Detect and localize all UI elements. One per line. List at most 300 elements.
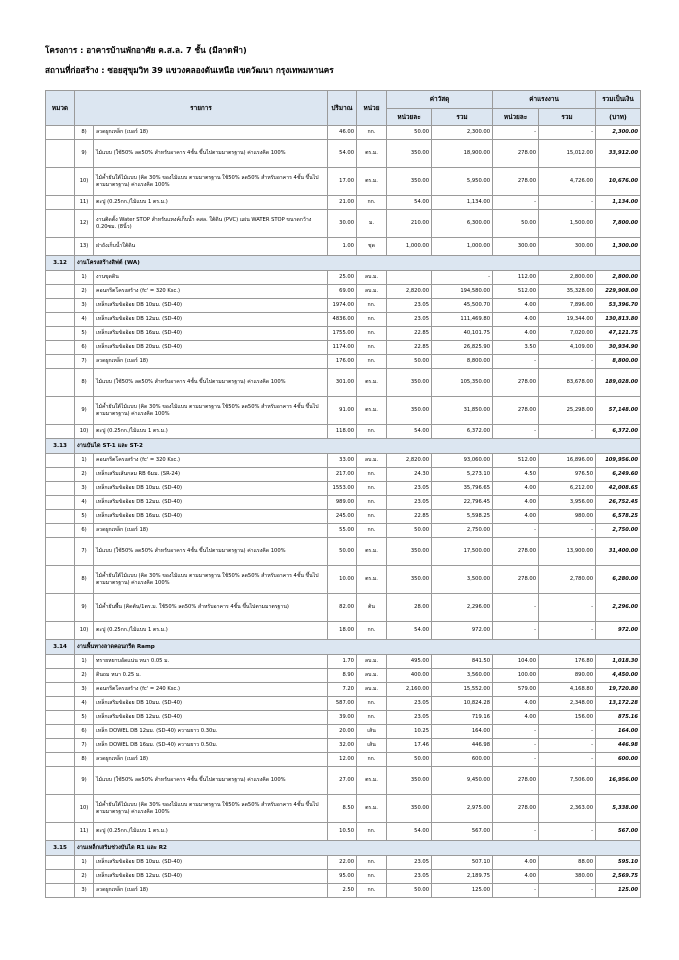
section-title: งานพื้นทางลาดคอนกรีต Ramp [75,640,641,655]
table-row [46,538,641,566]
unit: ลบ.ม. [357,454,387,468]
quantity: 46.00 [328,126,357,140]
section-row [46,640,641,655]
material-sum: 164.00 [432,725,493,739]
row-total: 33,912.00 [596,140,641,168]
project-title: โครงการ : อาคารบ้านพักอาศัย ค.ส.ล. 7 ชั้น (มีลาดฟ้า) [45,45,247,55]
quantity: 25.00 [328,271,357,285]
labor-unit-price: 278.00 [493,795,539,823]
section-cell [46,795,75,823]
item-number: 9) [75,594,94,622]
table-row [46,425,641,439]
unit: ตร.ม. [357,140,387,168]
quantity: 18.00 [328,622,357,640]
row-total: 6,249.60 [596,468,641,482]
material-sum: 5,598.25 [432,510,493,524]
labor-sum: 1,500.00 [539,210,596,238]
table-row [46,327,641,341]
item-number: 2) [75,468,94,482]
labor-sum: 35,328.00 [539,285,596,299]
material-sum: 35,796.65 [432,482,493,496]
material-sum: 6,300.00 [432,210,493,238]
table-row [46,711,641,725]
quantity: 82.00 [328,594,357,622]
item-description: ลวดผูกเหล็ก (เบอร์ 18) [94,884,328,898]
material-unit-price: 350.00 [387,767,432,795]
item-description: คอนกรีตโครงสร้าง (fc' = 240 Ksc.) [94,683,328,697]
item-number: 11) [75,823,94,841]
row-total: 7,800.00 [596,210,641,238]
item-description: ไม้ค้ำยันใต้ไม้แบบ (คิด 30% ของไม้แบบ ตามมาตรฐาน ใช้50% ลด50% สำหรับอาคาร 4ชั้น ขึ้นไปตามมาตรฐาน) ค่าแรงคิด 100% [94,566,328,594]
quantity: 245.00 [328,510,357,524]
item-description: เหล็กเสริมเส้นกลม RB 6มม. (SR-24) [94,468,328,482]
labor-unit-price: 4.00 [493,299,539,313]
item-description: ไม้ค้ำยันใต้ไม้แบบ (คิด 30% ของไม้แบบ ตามมาตรฐาน ใช้50% ลด50% สำหรับอาคาร 4ชั้น ขึ้นไปตามมาตรฐาน) ค่าแรงคิด 100% [94,795,328,823]
row-total: 125.00 [596,884,641,898]
item-number: 9) [75,767,94,795]
item-description: เหล็ก DOWEL DB 16มม. (SD-40) ความยาว 0.50ม. [94,739,328,753]
table-row [46,697,641,711]
labor-unit-price: 100.00 [493,669,539,683]
table-row [46,669,641,683]
material-unit-price: 350.00 [387,369,432,397]
labor-sum: - [539,739,596,753]
item-description: เหล็กเสริมข้ออ้อย DB 12มม. (SD-40) [94,711,328,725]
item-description: ดินถม หนา 0.25 ม. [94,669,328,683]
row-total: 972.00 [596,622,641,640]
row-total: 6,280.00 [596,566,641,594]
material-sum: 1,000.00 [432,238,493,256]
section-cell [46,496,75,510]
section-cell [46,711,75,725]
material-unit-price: 23.05 [387,856,432,870]
table-row [46,524,641,538]
row-total: 6,578.25 [596,510,641,524]
labor-unit-price: 512.00 [493,454,539,468]
labor-sum: 4,109.00 [539,341,596,355]
quantity: 7.20 [328,683,357,697]
labor-unit-price: 4.00 [493,482,539,496]
unit: เส้น [357,739,387,753]
labor-unit-price: - [493,126,539,140]
labor-unit-price: 579.00 [493,683,539,697]
labor-sum: - [539,126,596,140]
item-description: งานขุดดิน [94,271,328,285]
quantity: 4836.00 [328,313,357,327]
row-total: 229,908.00 [596,285,641,299]
unit: กก. [357,884,387,898]
item-number: 8) [75,566,94,594]
material-sum: 10,824.28 [432,697,493,711]
labor-sum: 980.00 [539,510,596,524]
table-row [46,397,641,425]
item-number: 4) [75,313,94,327]
labor-unit-price: 104.00 [493,655,539,669]
material-sum: 719.16 [432,711,493,725]
material-unit-price: 2,820.00 [387,285,432,299]
item-description: ไม้แบบ (ใช้50% ลด50% สำหรับอาคาร 4ชั้น ขึ้นไปตามมาตรฐาน) ค่าแรงคิด 100% [94,369,328,397]
row-total: 6,372.00 [596,425,641,439]
labor-sum: - [539,355,596,369]
material-unit-price: 54.00 [387,196,432,210]
quantity: 21.00 [328,196,357,210]
material-unit-price: 54.00 [387,823,432,841]
row-total: 130,813.80 [596,313,641,327]
labor-sum: 13,900.00 [539,538,596,566]
unit: กก. [357,196,387,210]
quantity: 32.00 [328,739,357,753]
table-row [46,823,641,841]
row-total: 5,338.00 [596,795,641,823]
material-unit-price: 23.05 [387,482,432,496]
labor-unit-price: 278.00 [493,566,539,594]
section-row [46,841,641,856]
unit: กก. [357,327,387,341]
labor-unit-price: 278.00 [493,168,539,196]
quantity: 1755.00 [328,327,357,341]
item-number: 3) [75,884,94,898]
material-sum: 2,296.00 [432,594,493,622]
material-sum: - [432,271,493,285]
labor-unit-price: - [493,725,539,739]
quantity: 176.00 [328,355,357,369]
item-description: เหล็กเสริมข้ออ้อย DB 12มม. (SD-40) [94,496,328,510]
material-unit-price: 350.00 [387,397,432,425]
item-number: 13) [75,238,94,256]
material-sum: 3,560.00 [432,669,493,683]
material-unit-price: 210.00 [387,210,432,238]
material-sum: 5,273.10 [432,468,493,482]
col-header-material-sum: รวม [432,109,493,126]
material-sum: 6,372.00 [432,425,493,439]
material-sum: 15,552.00 [432,683,493,697]
unit: กก. [357,510,387,524]
section-cell [46,767,75,795]
quantity: 69.00 [328,285,357,299]
quantity: 10.00 [328,566,357,594]
section-cell [46,683,75,697]
col-header-qty: ปริมาณ [328,91,357,126]
material-unit-price: 495.00 [387,655,432,669]
item-description: ตะปู (0.25กก./ไม้แบบ 1 ตร.ม.) [94,823,328,841]
labor-unit-price: - [493,739,539,753]
material-sum: 1,134.00 [432,196,493,210]
col-header-unit: หน่วย [357,91,387,126]
boq-body [46,126,641,898]
table-row [46,341,641,355]
unit: ตร.ม. [357,168,387,196]
unit: ตร.ม. [357,538,387,566]
item-number: 10) [75,795,94,823]
quantity: 8.90 [328,669,357,683]
labor-sum: 156.00 [539,711,596,725]
unit: ตร.ม. [357,795,387,823]
item-description: ตะปู (0.25กก./ไม้แบบ 1 ตร.ม.) [94,622,328,640]
material-unit-price: 23.05 [387,711,432,725]
unit: ลบ.ม. [357,669,387,683]
item-description: ฝาถังเก็บน้ำใต้ดิน [94,238,328,256]
labor-unit-price: 4.00 [493,856,539,870]
labor-sum: 19,344.00 [539,313,596,327]
labor-sum: 2,780.00 [539,566,596,594]
material-unit-price: 350.00 [387,566,432,594]
labor-sum: 176.80 [539,655,596,669]
labor-unit-price: 300.00 [493,238,539,256]
item-number: 7) [75,355,94,369]
section-cell [46,271,75,285]
unit: ตร.ม. [357,767,387,795]
item-description: ลวดผูกเหล็ก (เบอร์ 18) [94,355,328,369]
table-row [46,196,641,210]
material-sum: 2,750.00 [432,524,493,538]
row-total: 53,396.70 [596,299,641,313]
table-row [46,594,641,622]
labor-unit-price: - [493,594,539,622]
row-total: 2,750.00 [596,524,641,538]
section-cell [46,313,75,327]
unit: กก. [357,299,387,313]
item-number: 3) [75,683,94,697]
unit: กก. [357,870,387,884]
labor-sum: 4,168.80 [539,683,596,697]
item-description: ไม้แบบ (ใช้50% ลด50% สำหรับอาคาร 4ชั้น ขึ้นไปตามมาตรฐาน) ค่าแรงคิด 100% [94,538,328,566]
unit: กก. [357,468,387,482]
unit: ตร.ม. [357,397,387,425]
material-sum: 125.00 [432,884,493,898]
item-number: 1) [75,655,94,669]
unit: ม. [357,210,387,238]
table-row [46,210,641,238]
section-cell [46,510,75,524]
material-unit-price: 2,160.00 [387,683,432,697]
labor-sum: 7,896.00 [539,299,596,313]
col-header-total: รวมเป็นเงิน [596,91,641,109]
labor-sum: - [539,725,596,739]
row-total: 1,134.00 [596,196,641,210]
section-cell [46,753,75,767]
material-unit-price: 50.00 [387,753,432,767]
table-row [46,510,641,524]
section-cell [46,126,75,140]
material-unit-price: 23.05 [387,299,432,313]
table-row [46,355,641,369]
material-sum: 2,975.00 [432,795,493,823]
unit: ต้น [357,594,387,622]
labor-unit-price: - [493,196,539,210]
table-row [46,369,641,397]
labor-sum: 2,348.00 [539,697,596,711]
unit: กก. [357,482,387,496]
labor-sum: - [539,594,596,622]
labor-unit-price: 4.00 [493,327,539,341]
material-unit-price: 22.85 [387,510,432,524]
labor-sum: 300.00 [539,238,596,256]
material-sum: 194,580.00 [432,285,493,299]
row-total: 2,800.00 [596,271,641,285]
material-unit-price: 54.00 [387,622,432,640]
labor-sum: - [539,622,596,640]
quantity: 587.00 [328,697,357,711]
item-description: ลวดผูกเหล็ก (เบอร์ 18) [94,126,328,140]
section-cell [46,168,75,196]
item-number: 4) [75,496,94,510]
quantity: 50.00 [328,538,357,566]
item-number: 10) [75,622,94,640]
table-row [46,313,641,327]
material-sum: 26,825.90 [432,341,493,355]
section-cell [46,369,75,397]
table-row [46,299,641,313]
material-sum: 5,950.00 [432,168,493,196]
material-sum: 972.00 [432,622,493,640]
section-cell [46,739,75,753]
material-sum: 105,350.00 [432,369,493,397]
unit: กก. [357,496,387,510]
quantity: 1.00 [328,238,357,256]
quantity: 1174.00 [328,341,357,355]
material-unit-price: 23.05 [387,496,432,510]
section-cell [46,327,75,341]
row-total: 875.16 [596,711,641,725]
section-cell [46,454,75,468]
table-row [46,622,641,640]
section-number: 3.13 [46,439,75,454]
labor-sum: 3,956.00 [539,496,596,510]
labor-unit-price: - [493,823,539,841]
labor-sum: 16,896.00 [539,454,596,468]
item-number: 4) [75,697,94,711]
table-row [46,140,641,168]
material-unit-price: 400.00 [387,669,432,683]
row-total: 8,800.00 [596,355,641,369]
material-unit-price: 50.00 [387,355,432,369]
material-sum: 93,060.00 [432,454,493,468]
labor-sum: - [539,884,596,898]
section-cell [46,524,75,538]
unit: เส้น [357,725,387,739]
row-total: 567.00 [596,823,641,841]
row-total: 164.00 [596,725,641,739]
labor-sum: 2,363.00 [539,795,596,823]
table-row [46,856,641,870]
unit: ลบ.ม. [357,683,387,697]
row-total: 31,400.00 [596,538,641,566]
material-sum: 17,500.00 [432,538,493,566]
labor-sum: - [539,524,596,538]
item-number: 6) [75,341,94,355]
section-number: 3.14 [46,640,75,655]
material-unit-price: 17.46 [387,739,432,753]
section-cell [46,622,75,640]
quantity: 1.70 [328,655,357,669]
labor-unit-price: - [493,355,539,369]
quantity: 1974.00 [328,299,357,313]
section-cell [46,655,75,669]
labor-sum: - [539,196,596,210]
material-sum: 40,101.75 [432,327,493,341]
section-row [46,256,641,271]
unit: ตร.ม. [357,369,387,397]
item-description: งานติดตั้ง Water STOP สำหรับแทงค์เก็บน้ำ คสล. ใต้ดิน (PVC) แผ่น WATER STOP ขนาดกว้าง 0.20ซม. (8นิ้ว) [94,210,328,238]
section-cell [46,238,75,256]
item-number: 10) [75,425,94,439]
section-cell [46,468,75,482]
section-title: งานโครงสร้างสิฟต์ (WA) [75,256,641,271]
table-row [46,884,641,898]
section-cell [46,482,75,496]
unit: กก. [357,341,387,355]
labor-unit-price: 278.00 [493,369,539,397]
section-title: งานบันได ST-1 และ ST-2 [75,439,641,454]
section-number: 3.12 [46,256,75,271]
quantity: 301.00 [328,369,357,397]
quantity: 54.00 [328,140,357,168]
quantity: 27.00 [328,767,357,795]
unit: กก. [357,823,387,841]
item-description: เหล็กเสริมข้ออ้อย DB 16มม. (SD-40) [94,510,328,524]
labor-unit-price: 278.00 [493,538,539,566]
labor-unit-price: 4.00 [493,496,539,510]
row-total: 13,172.28 [596,697,641,711]
item-description: เหล็กเสริมข้ออ้อย DB 16มม. (SD-40) [94,327,328,341]
labor-sum: 25,298.00 [539,397,596,425]
row-total: 30,934.90 [596,341,641,355]
item-description: เหล็กเสริมข้ออ้อย DB 12มม. (SD-40) [94,870,328,884]
col-header-item: รายการ [75,91,328,126]
item-description: ไม้ค้ำยันพื้น (คิดต้น/1ตร.ม. ใช้50% ลด50% สำหรับอาคาร 4ชั้น ขึ้นไปตามมาตรฐาน) [94,594,328,622]
table-row [46,566,641,594]
quantity: 95.00 [328,870,357,884]
row-total: 600.00 [596,753,641,767]
row-total: 26,752.45 [596,496,641,510]
item-number: 7) [75,739,94,753]
section-cell [46,341,75,355]
item-description: ไม้แบบ (ใช้50% ลด50% สำหรับอาคาร 4ชั้น ขึ้นไปตามมาตรฐาน) ค่าแรงคิด 100% [94,140,328,168]
unit: กก. [357,313,387,327]
material-sum: 111,469.80 [432,313,493,327]
material-unit-price: 23.05 [387,870,432,884]
material-unit-price: 54.00 [387,425,432,439]
item-description: เหล็กเสริมข้ออ้อย DB 10มม. (SD-40) [94,856,328,870]
labor-sum: 380.00 [539,870,596,884]
col-header-labor-unit-price: หน่วยละ [493,109,539,126]
material-unit-price [387,271,432,285]
table-row [46,271,641,285]
labor-unit-price: 3.50 [493,341,539,355]
item-description: เหล็กเสริมข้ออ้อย DB 10มม. (SD-40) [94,697,328,711]
labor-sum: 6,212.00 [539,482,596,496]
table-row [46,454,641,468]
labor-unit-price: 512.00 [493,285,539,299]
quantity: 2.50 [328,884,357,898]
quantity: 33.00 [328,454,357,468]
material-sum: 18,900.00 [432,140,493,168]
quantity: 55.00 [328,524,357,538]
section-title: งานเหล็กเสริมช่วงบันได R1 และ R2 [75,841,641,856]
section-cell [46,196,75,210]
item-number: 7) [75,538,94,566]
material-sum: 8,800.00 [432,355,493,369]
quantity: 10.50 [328,823,357,841]
row-total: 2,569.75 [596,870,641,884]
labor-sum: 890.00 [539,669,596,683]
material-unit-price: 24.30 [387,468,432,482]
unit: กก. [357,524,387,538]
material-sum: 446.98 [432,739,493,753]
material-sum: 600.00 [432,753,493,767]
item-number: 2) [75,285,94,299]
row-total: 10,676.00 [596,168,641,196]
